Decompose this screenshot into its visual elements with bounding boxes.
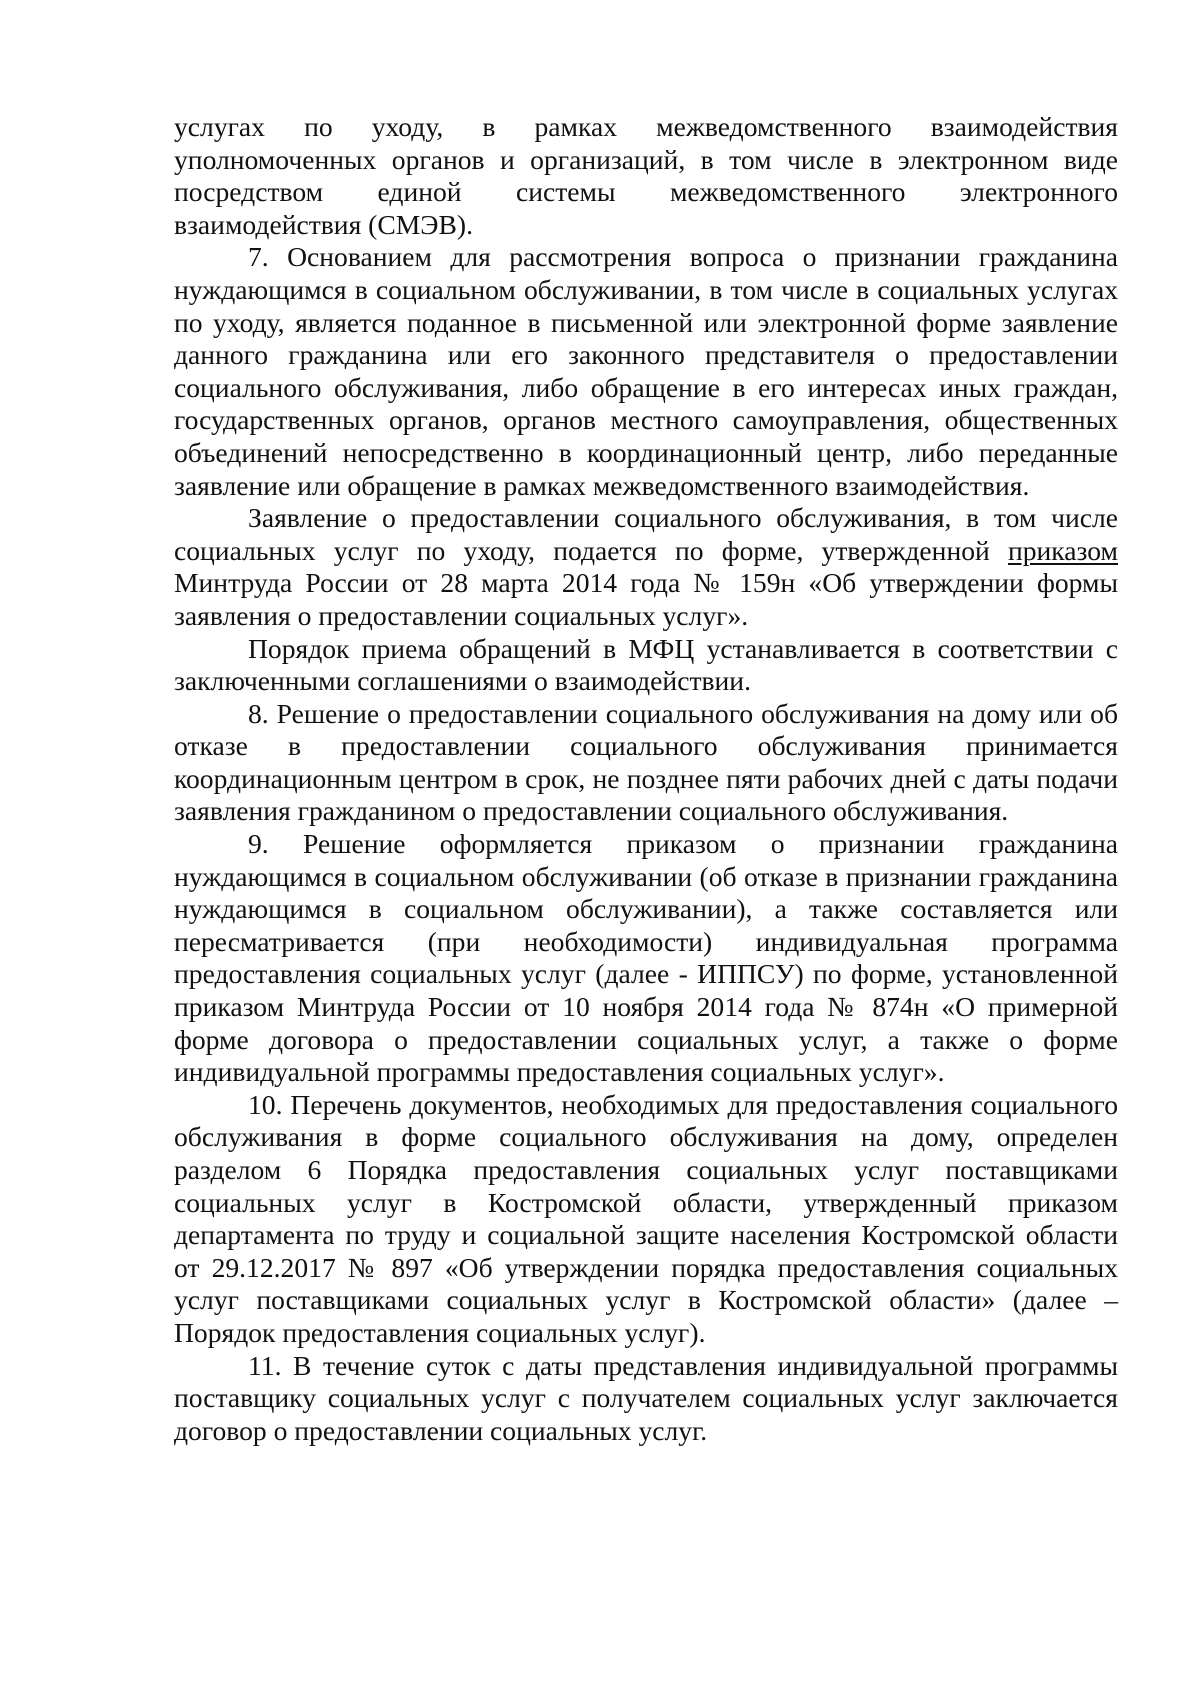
order-link[interactable]: приказом	[1007, 534, 1118, 566]
paragraph-continuation: услугах по уходу, в рамках межведомственного взаимодействия уполномоченных органов и организаций, в том числе в электронном виде посредством единой системы межведомственного электронного взаимодействия (СМЭВ).	[174, 111, 1118, 240]
paragraph-7-application-form	[174, 502, 1118, 632]
paragraph-7-mfc-procedure: Порядок приема обращений в МФЦ устанавливается в соответствии с заключенными соглашениями о взаимодействии.	[174, 632, 1118, 697]
paragraph-text: Заявление о предоставлении социального обслуживания, в том числе социальных услуг по уходу, подается по форме, утвержденной	[174, 502, 1118, 566]
document-page	[174, 111, 1118, 1447]
paragraph-7: 7. Основанием для рассмотрения вопроса о признании гражданина нуждающимся в социальном обслуживании, в том числе в социальных услугах по уходу, является поданное в письменной или электронной форме заявление данного гражданина или его законного представителя о предоставлении социального обслуживания, либо обращение в его интересах иных граждан, государственных органов, органов местного самоуправления, общественных объединений непосредственно в координационный центр, либо переданные заявление или обращение в рамках межведомственного взаимодействия.	[174, 241, 1118, 501]
paragraph-11: 11. В течение суток с даты представления индивидуальной программы поставщику социальных услуг с получателем социальных услуг заключается договор о предоставлении социальных услуг.	[174, 1349, 1118, 1446]
paragraph-8: 8. Решение о предоставлении социального обслуживания на дому или об отказе в предоставлении социального обслуживания принимается координационным центром в срок, не позднее пяти рабочих дней с даты подачи заявления гражданином о предоставлении социального обслуживания.	[174, 697, 1118, 827]
paragraph-9: 9. Решение оформляется приказом о признании гражданина нуждающимся в социальном обслуживании (об отказе в признании гражданина нуждающимся в социальном обслуживании), а также составляется или пересматривается (при необходимости) индивидуальная программа предоставления социальных услуг (далее - ИППСУ) по форме, установленной приказом Минтруда России от 10 ноября 2014 года № 874н «О примерной форме договора о предоставлении социальных услуг, а также о форме индивидуальной программы предоставления социальных услуг».	[174, 828, 1118, 1088]
paragraph-10: 10. Перечень документов, необходимых для предоставления социального обслуживания в форме социального обслуживания на дому, определен разделом 6 Порядка предоставления социальных услуг поставщиками социальных услуг в Костромской области, утвержденный приказом департамента по труду и социальной защите населения Костромской области от 29.12.2017 № 897 «Об утверждении порядка предоставления социальных услуг поставщиками социальных услуг в Костромской области» (далее – Порядок предоставления социальных услуг).	[174, 1088, 1118, 1348]
paragraph-text: Минтруда России от 28 марта 2014 года № 159н «Об утверждении формы заявления о предоставлении социальных услуг».	[174, 567, 1118, 631]
